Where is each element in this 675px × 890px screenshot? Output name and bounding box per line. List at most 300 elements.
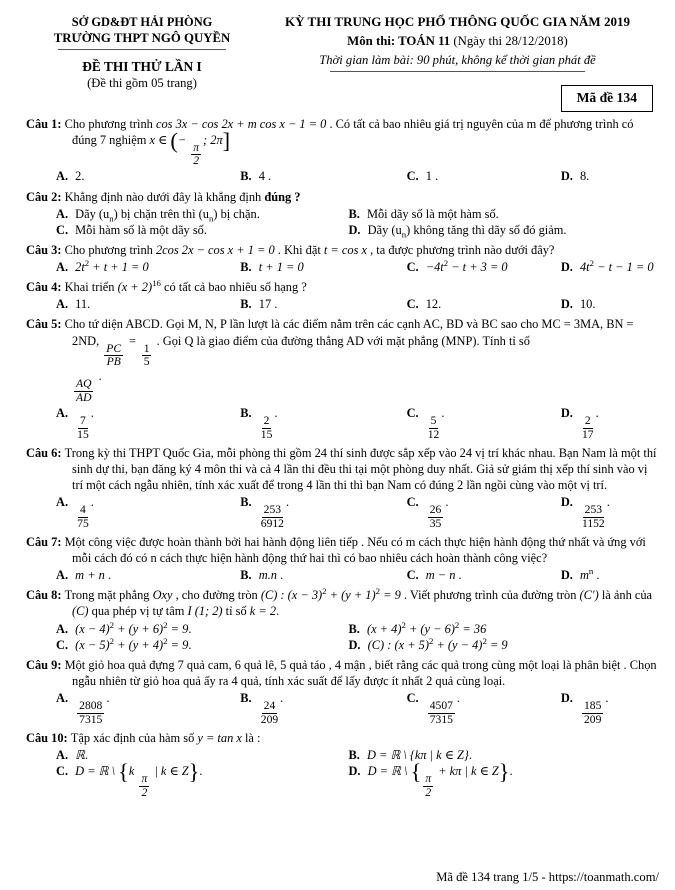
option-label: C. [406, 691, 422, 706]
math-text: + kπ | k ∈ Z [435, 764, 499, 779]
text-segment: ) bị chặn trên thì (u [113, 206, 209, 221]
option-label: C. [406, 169, 422, 184]
answer-option-b [240, 690, 402, 726]
math-text: m − n [425, 568, 456, 583]
answer-option-a [56, 405, 236, 441]
fraction-numerator: 185 [583, 699, 602, 713]
options-row [26, 567, 657, 583]
text-segment: 10. [579, 297, 596, 312]
answer-option-a [56, 747, 344, 763]
subscript: n [208, 213, 214, 224]
option-label: A. [56, 568, 72, 583]
fraction [77, 415, 89, 441]
question [26, 189, 657, 238]
answer-option-a [56, 168, 236, 184]
options-row [26, 296, 657, 312]
big-delimiter: ] [222, 127, 231, 153]
fraction-numerator: 24 [263, 699, 276, 713]
text-segment: . [274, 406, 278, 421]
math-text: (C′) [579, 588, 599, 603]
math-text: = 9 [167, 637, 189, 652]
subject-name: Môn thi: TOÁN 11 [347, 33, 451, 48]
option-label: A. [56, 169, 72, 184]
superscript: 2 [109, 619, 115, 630]
options-row [26, 259, 657, 275]
question-stem [26, 279, 657, 295]
math-text: (C) : (x − 3) [260, 588, 323, 603]
superscript: 2 [375, 586, 381, 597]
superscript: 2 [109, 635, 115, 646]
answer-option-a [56, 690, 236, 726]
text-segment: . [199, 764, 203, 779]
answer-option-a [56, 621, 344, 637]
exam-title: KỲ THI TRUNG HỌC PHỔ THÔNG QUỐC GIA NĂM 2019 [285, 14, 630, 29]
text-segment: 8. [579, 169, 590, 184]
fraction-denominator: 7315 [79, 712, 103, 726]
option-label: A. [56, 621, 72, 636]
text-segment: . [468, 747, 472, 762]
option-label: C. [406, 568, 422, 583]
option-label: B. [240, 169, 255, 184]
math-text: m + n [75, 568, 105, 583]
math-text: ; 2π [203, 132, 223, 147]
fraction [423, 773, 433, 799]
answer-option-b [240, 168, 402, 184]
text-segment: . [456, 691, 461, 706]
question [26, 657, 657, 726]
issuer-block [26, 14, 258, 92]
text-segment: Dãy (u [367, 222, 402, 237]
text-segment: có tất cả bao nhiêu số hạng ? [160, 280, 307, 295]
fraction-numerator: 7 [80, 414, 86, 428]
math-text: t = cos x [323, 242, 367, 257]
text-segment: Cho tứ diện ABCD. Gọi M, N, P lần lượt là các điểm nằm trên các cạnh AC, BD và BC sao cho MC = 3MA, BN = 2ND, [64, 317, 634, 348]
answer-option-c [407, 567, 557, 583]
question [26, 445, 657, 530]
option-label: D. [560, 406, 576, 421]
text-segment: . [84, 747, 89, 762]
fraction-numerator: PC [106, 341, 122, 355]
text-segment: 17 . [258, 297, 278, 312]
exam-date: (Ngày thi 28/12/2018) [450, 33, 568, 48]
big-delimiter: { [118, 759, 129, 785]
math-text: − t + 3 = 0 [448, 260, 508, 275]
answer-option-c [407, 259, 557, 275]
option-label: A. [56, 406, 72, 421]
option-label: B. [240, 691, 255, 706]
text-segment: tỉ số [222, 604, 250, 619]
text-segment: . [285, 495, 290, 510]
option-label: B. [240, 568, 255, 583]
answer-option-c [56, 637, 344, 653]
text-segment: Cho phương trình [64, 116, 156, 131]
answer-option-b [348, 206, 661, 222]
option-label: D. [560, 568, 576, 583]
superscript: 2 [322, 586, 327, 597]
math-text: + (y + 1) [326, 588, 376, 603]
text-segment: . [441, 406, 445, 421]
big-delimiter: } [498, 759, 510, 785]
fraction [582, 700, 603, 726]
fraction [142, 343, 152, 369]
question [26, 534, 657, 583]
fraction-numerator: 2 [263, 414, 270, 428]
options-row [26, 206, 657, 238]
question-number: Câu 8: [26, 588, 65, 603]
fraction-numerator: 2 [584, 414, 591, 428]
option-label: D. [560, 691, 576, 706]
text-segment: Một giỏ hoa quả đựng 7 quả cam, 6 quả lê, 5 quả táo , 4 mận , biết rằng các quả trong cùng một loại là phân biệt . Chọn ngẫu nhiên từ giỏ hoa quả ấy ra 4 quả, tính xác suất để lấy được ít nhất 2 quả cùng loại. [64, 657, 657, 688]
answer-option-d [561, 259, 669, 275]
text-segment: 1 . [425, 169, 439, 184]
text-segment: Trong kỳ thi THPT Quốc Gia, mỗi phòng thi gồm 24 thí sinh được sắp xếp vào 24 vị trí khác nhau. Bạn Nam là một thí sinh dự thi, bạn đăng ký 4 môn thi và cả 4 lần thi đều thi tại một phòng duy nhất. Giả sử giám thị xếp thí sinh vào vị trí một cách ngẫu nhiên, tính xác xuất để trong 4 lần thi thì bạn Nam có đúng 2 lần ngồi cùng vào một vị trí. [64, 445, 657, 493]
options-row [26, 747, 657, 799]
question-number: Câu 10: [26, 730, 71, 745]
question-number: Câu 9: [26, 657, 65, 672]
school-name: TRƯỜNG THPT NGÔ QUYỀN [26, 31, 258, 50]
math-text: cos 3x − cos 2x + m cos x − 1 = 0 [155, 116, 327, 131]
option-label: D. [560, 260, 576, 275]
text-segment: . [606, 495, 610, 510]
fraction-denominator: 7315 [429, 712, 453, 726]
duration-note: Thời gian làm bài: 90 phút, không kể thời gian phát đề [258, 52, 657, 72]
question-number: Câu 5: [26, 317, 65, 332]
text-segment: . [106, 691, 110, 706]
fraction-numerator: 26 [429, 503, 442, 517]
big-delimiter: ( [170, 127, 178, 153]
answer-option-b [240, 259, 402, 275]
fraction [77, 700, 104, 726]
answer-option-a [56, 567, 236, 583]
text-segment: đúng ? [264, 189, 301, 204]
questions-list [26, 116, 657, 799]
exam-code: Mã đề 134 [576, 90, 637, 105]
text-segment: . [445, 495, 449, 510]
superscript: 2 [482, 635, 487, 646]
answer-option-d [348, 222, 661, 238]
fraction [77, 504, 89, 530]
fraction [261, 415, 273, 441]
option-label: A. [56, 206, 72, 221]
math-text: D = ℝ \ [75, 764, 119, 779]
option-label: D. [348, 764, 364, 779]
option-label: D. [348, 637, 364, 652]
text-segment: 12. [425, 297, 442, 312]
text-segment: . [595, 406, 599, 421]
text-segment: ) không tăng thì dãy số đó giảm. [406, 222, 567, 237]
exam-info-block [258, 14, 657, 92]
text-segment: qua phép vị tự tâm [88, 604, 188, 619]
text-segment: . [104, 568, 112, 583]
math-text: D = ℝ \ [367, 764, 411, 779]
fraction-denominator: 209 [583, 712, 602, 726]
answer-option-a [56, 296, 236, 312]
text-segment: . [276, 604, 280, 619]
math-text: − [177, 132, 190, 147]
answer-option-d [561, 494, 669, 530]
math-text: + (y + 4) [114, 637, 164, 652]
question-stem [26, 189, 657, 205]
question [26, 316, 657, 440]
exam-code-box [561, 85, 653, 112]
options-row [26, 168, 657, 184]
fraction-numerator: π [141, 772, 148, 786]
answer-option-d [561, 405, 669, 441]
fraction-denominator: 5 [143, 355, 150, 368]
fraction-denominator: 17 [581, 427, 594, 441]
option-label: C. [56, 764, 72, 779]
math-text: + (y − 6) [405, 621, 455, 636]
question-stem [26, 242, 657, 258]
answer-option-d [561, 567, 669, 583]
fraction [104, 343, 123, 369]
fraction-numerator: 253 [584, 503, 603, 517]
text-segment: là : [241, 730, 261, 745]
fraction-denominator: 35 [429, 516, 442, 530]
answer-option-c [56, 759, 344, 799]
big-delimiter: } [188, 759, 200, 785]
answer-option-d [348, 759, 661, 799]
fraction-denominator: 209 [260, 712, 279, 726]
text-segment: Khai triển [64, 280, 118, 295]
fraction-numerator: π [425, 772, 432, 786]
fraction-denominator: 12 [427, 427, 440, 441]
option-label: C. [406, 495, 422, 510]
option-label: B. [240, 406, 255, 421]
school-name-row [26, 30, 258, 50]
fraction [582, 415, 594, 441]
question-number: Câu 1: [26, 116, 65, 131]
question-stem [26, 587, 657, 619]
superscript: 2 [428, 635, 434, 646]
department-name: SỞ GD&ĐT HẢI PHÒNG [71, 15, 213, 29]
math-text: Oxy [152, 588, 173, 603]
text-segment: . [605, 691, 609, 706]
fraction [191, 142, 201, 168]
text-segment: . [509, 764, 513, 779]
text-segment: . [277, 568, 284, 583]
text-segment: , cho đường tròn [172, 588, 261, 603]
text-segment: . Có tất cả bao nhiêu giá trị nguyên của m để phương trình có đúng 7 nghiệm [72, 116, 634, 147]
option-label: A. [56, 297, 72, 312]
superscript: 2 [454, 619, 460, 630]
fraction-denominator: 6912 [260, 516, 284, 530]
math-text: (x − 5) [75, 637, 110, 652]
question-stem [26, 316, 657, 404]
text-segment: Khẳng định nào dưới đây là khẳng định [64, 189, 265, 204]
option-label: A. [56, 691, 72, 706]
superscript: 2 [443, 257, 449, 268]
superscript: 2 [163, 635, 168, 646]
answer-option-d [561, 690, 669, 726]
exam-round-title: ĐỀ THI THỬ LẦN I [82, 58, 202, 74]
superscript: 2 [163, 619, 168, 630]
option-label: C. [406, 297, 422, 312]
math-text: t + 1 = 0 [258, 260, 304, 275]
math-text: − t − 1 = 0 [594, 260, 654, 275]
math-text: = 9 [380, 588, 401, 603]
answer-option-c [407, 168, 557, 184]
subscript: n [401, 229, 407, 240]
fraction-numerator: 4 [80, 503, 86, 517]
option-label: C. [406, 260, 422, 275]
question [26, 116, 657, 185]
math-text: k = 2 [249, 604, 277, 619]
math-text: (x + 2) [117, 280, 153, 295]
answer-option-c [407, 494, 557, 530]
option-label: B. [240, 260, 255, 275]
math-text: −4t [425, 260, 444, 275]
option-label: D. [560, 169, 576, 184]
fraction-denominator: AD [76, 390, 92, 404]
fraction-denominator: 75 [77, 516, 89, 530]
option-label: B. [348, 747, 363, 762]
option-label: D. [560, 297, 576, 312]
question [26, 587, 657, 653]
text-segment: . [280, 691, 284, 706]
question [26, 242, 657, 275]
big-delimiter: { [410, 759, 422, 785]
page-footer: Mã đề 134 trang 1/5 - https://toanmath.com/ [436, 869, 659, 884]
question [26, 730, 657, 799]
fraction [428, 415, 440, 441]
option-label: A. [56, 747, 72, 762]
answer-option-c [407, 405, 557, 441]
option-label: B. [348, 206, 363, 221]
answer-option-c [407, 690, 557, 726]
text-segment: Tập xác định của hàm số [70, 730, 198, 745]
question-stem [26, 445, 657, 493]
math-text: | k ∈ Z [151, 764, 189, 779]
math-text: k [128, 764, 138, 779]
text-segment: 2. [75, 169, 85, 184]
option-label: C. [56, 637, 72, 652]
text-segment: . [90, 495, 94, 510]
fraction-numerator: π [193, 140, 200, 154]
question-number: Câu 4: [26, 280, 65, 295]
fraction-denominator: 1152 [581, 516, 605, 530]
fraction [261, 504, 284, 530]
text-segment: . Viết phương trình của đường tròn [400, 588, 580, 603]
math-text: y = tan x [197, 730, 242, 745]
fraction-denominator: 15 [260, 427, 273, 441]
text-segment: Mỗi hàm số là một dãy số. [75, 222, 207, 237]
answer-option-b [240, 296, 402, 312]
text-segment: . Khi đặt [274, 242, 324, 257]
fraction [74, 378, 93, 404]
math-text: 2cos 2x − cos x + 1 = 0 [155, 242, 275, 257]
fraction-numerator: 5 [430, 414, 437, 428]
fraction-denominator: 2 [141, 785, 148, 799]
answer-option-d [561, 296, 669, 312]
math-text: + t + 1 = 0 [89, 260, 149, 275]
math-text: x ∈ [149, 132, 171, 147]
option-label: C. [406, 406, 422, 421]
fraction-numerator: 2808 [79, 699, 103, 713]
fraction [428, 504, 444, 530]
text-segment: 11. [75, 297, 91, 312]
fraction [428, 700, 455, 726]
options-row [26, 494, 657, 530]
fraction-numerator: 4507 [429, 699, 453, 713]
superscript: 2 [589, 257, 595, 268]
question-stem [26, 657, 657, 689]
question-stem [26, 116, 657, 168]
subject-line [258, 33, 657, 50]
question-number: Câu 7: [26, 534, 65, 549]
options-row [26, 405, 657, 441]
fraction-denominator: 2 [193, 154, 200, 168]
text-segment: . [188, 637, 192, 652]
question-number: Câu 2: [26, 189, 65, 204]
fraction-denominator: 15 [77, 427, 89, 441]
fraction [139, 773, 149, 799]
fraction-numerator: AQ [76, 377, 92, 391]
superscript: 2 [401, 619, 406, 630]
option-label: B. [240, 297, 255, 312]
option-label: D. [348, 222, 364, 237]
fraction-denominator: 2 [425, 785, 432, 799]
answer-option-a [56, 259, 236, 275]
options-row [26, 690, 657, 726]
text-segment: là ảnh của [598, 588, 653, 603]
text-segment: . [95, 369, 102, 384]
subscript: n [109, 213, 114, 224]
answer-option-b [240, 405, 402, 441]
text-segment: Dãy (u [75, 206, 110, 221]
answer-option-b [240, 494, 402, 530]
fraction [582, 504, 605, 530]
text-segment: ) bị chặn. [213, 206, 260, 221]
math-text: (x − 4) [75, 621, 110, 636]
math-text: m.n [258, 568, 278, 583]
question [26, 279, 657, 312]
option-label: B. [240, 495, 255, 510]
math-text: m [579, 568, 589, 583]
text-segment: Trong mặt phẳng [64, 588, 153, 603]
math-text: ℝ [75, 747, 85, 762]
question-stem [26, 730, 657, 746]
superscript: n [588, 566, 594, 577]
answer-option-b [240, 567, 402, 583]
option-label: A. [56, 495, 72, 510]
options-row [26, 621, 657, 653]
fraction-numerator: 1 [143, 341, 150, 355]
option-label: B. [348, 621, 363, 636]
math-text: 2t [75, 260, 85, 275]
math-text: + (y + 6) [114, 621, 164, 636]
text-segment: , ta được phương trình nào dưới đây? [367, 242, 555, 257]
exam-header [26, 14, 657, 92]
text-segment: . [188, 621, 192, 636]
math-text: + (y − 4) [433, 637, 483, 652]
pages-note: (Đề thi gồm 05 trang) [87, 76, 197, 91]
fraction-denominator: PB [106, 355, 121, 368]
option-label: A. [56, 260, 72, 275]
math-text: (x + 4) [366, 621, 402, 636]
option-label: C. [56, 222, 72, 237]
text-segment: Cho phương trình [64, 242, 156, 257]
text-segment: . [90, 406, 94, 421]
answer-option-c [407, 296, 557, 312]
text-segment: . [455, 568, 462, 583]
text-segment: . Gọi Q là giao điểm của đường thẳng AD với mặt phẳng (MNP). Tính tỉ số [153, 333, 530, 348]
math-text: = 9 [167, 621, 189, 636]
math-text: = [125, 333, 140, 348]
fraction-numerator: 253 [263, 503, 282, 517]
text-segment: 4 . [258, 169, 272, 184]
math-text: D = ℝ \ {kπ | k ∈ Z} [366, 747, 469, 762]
